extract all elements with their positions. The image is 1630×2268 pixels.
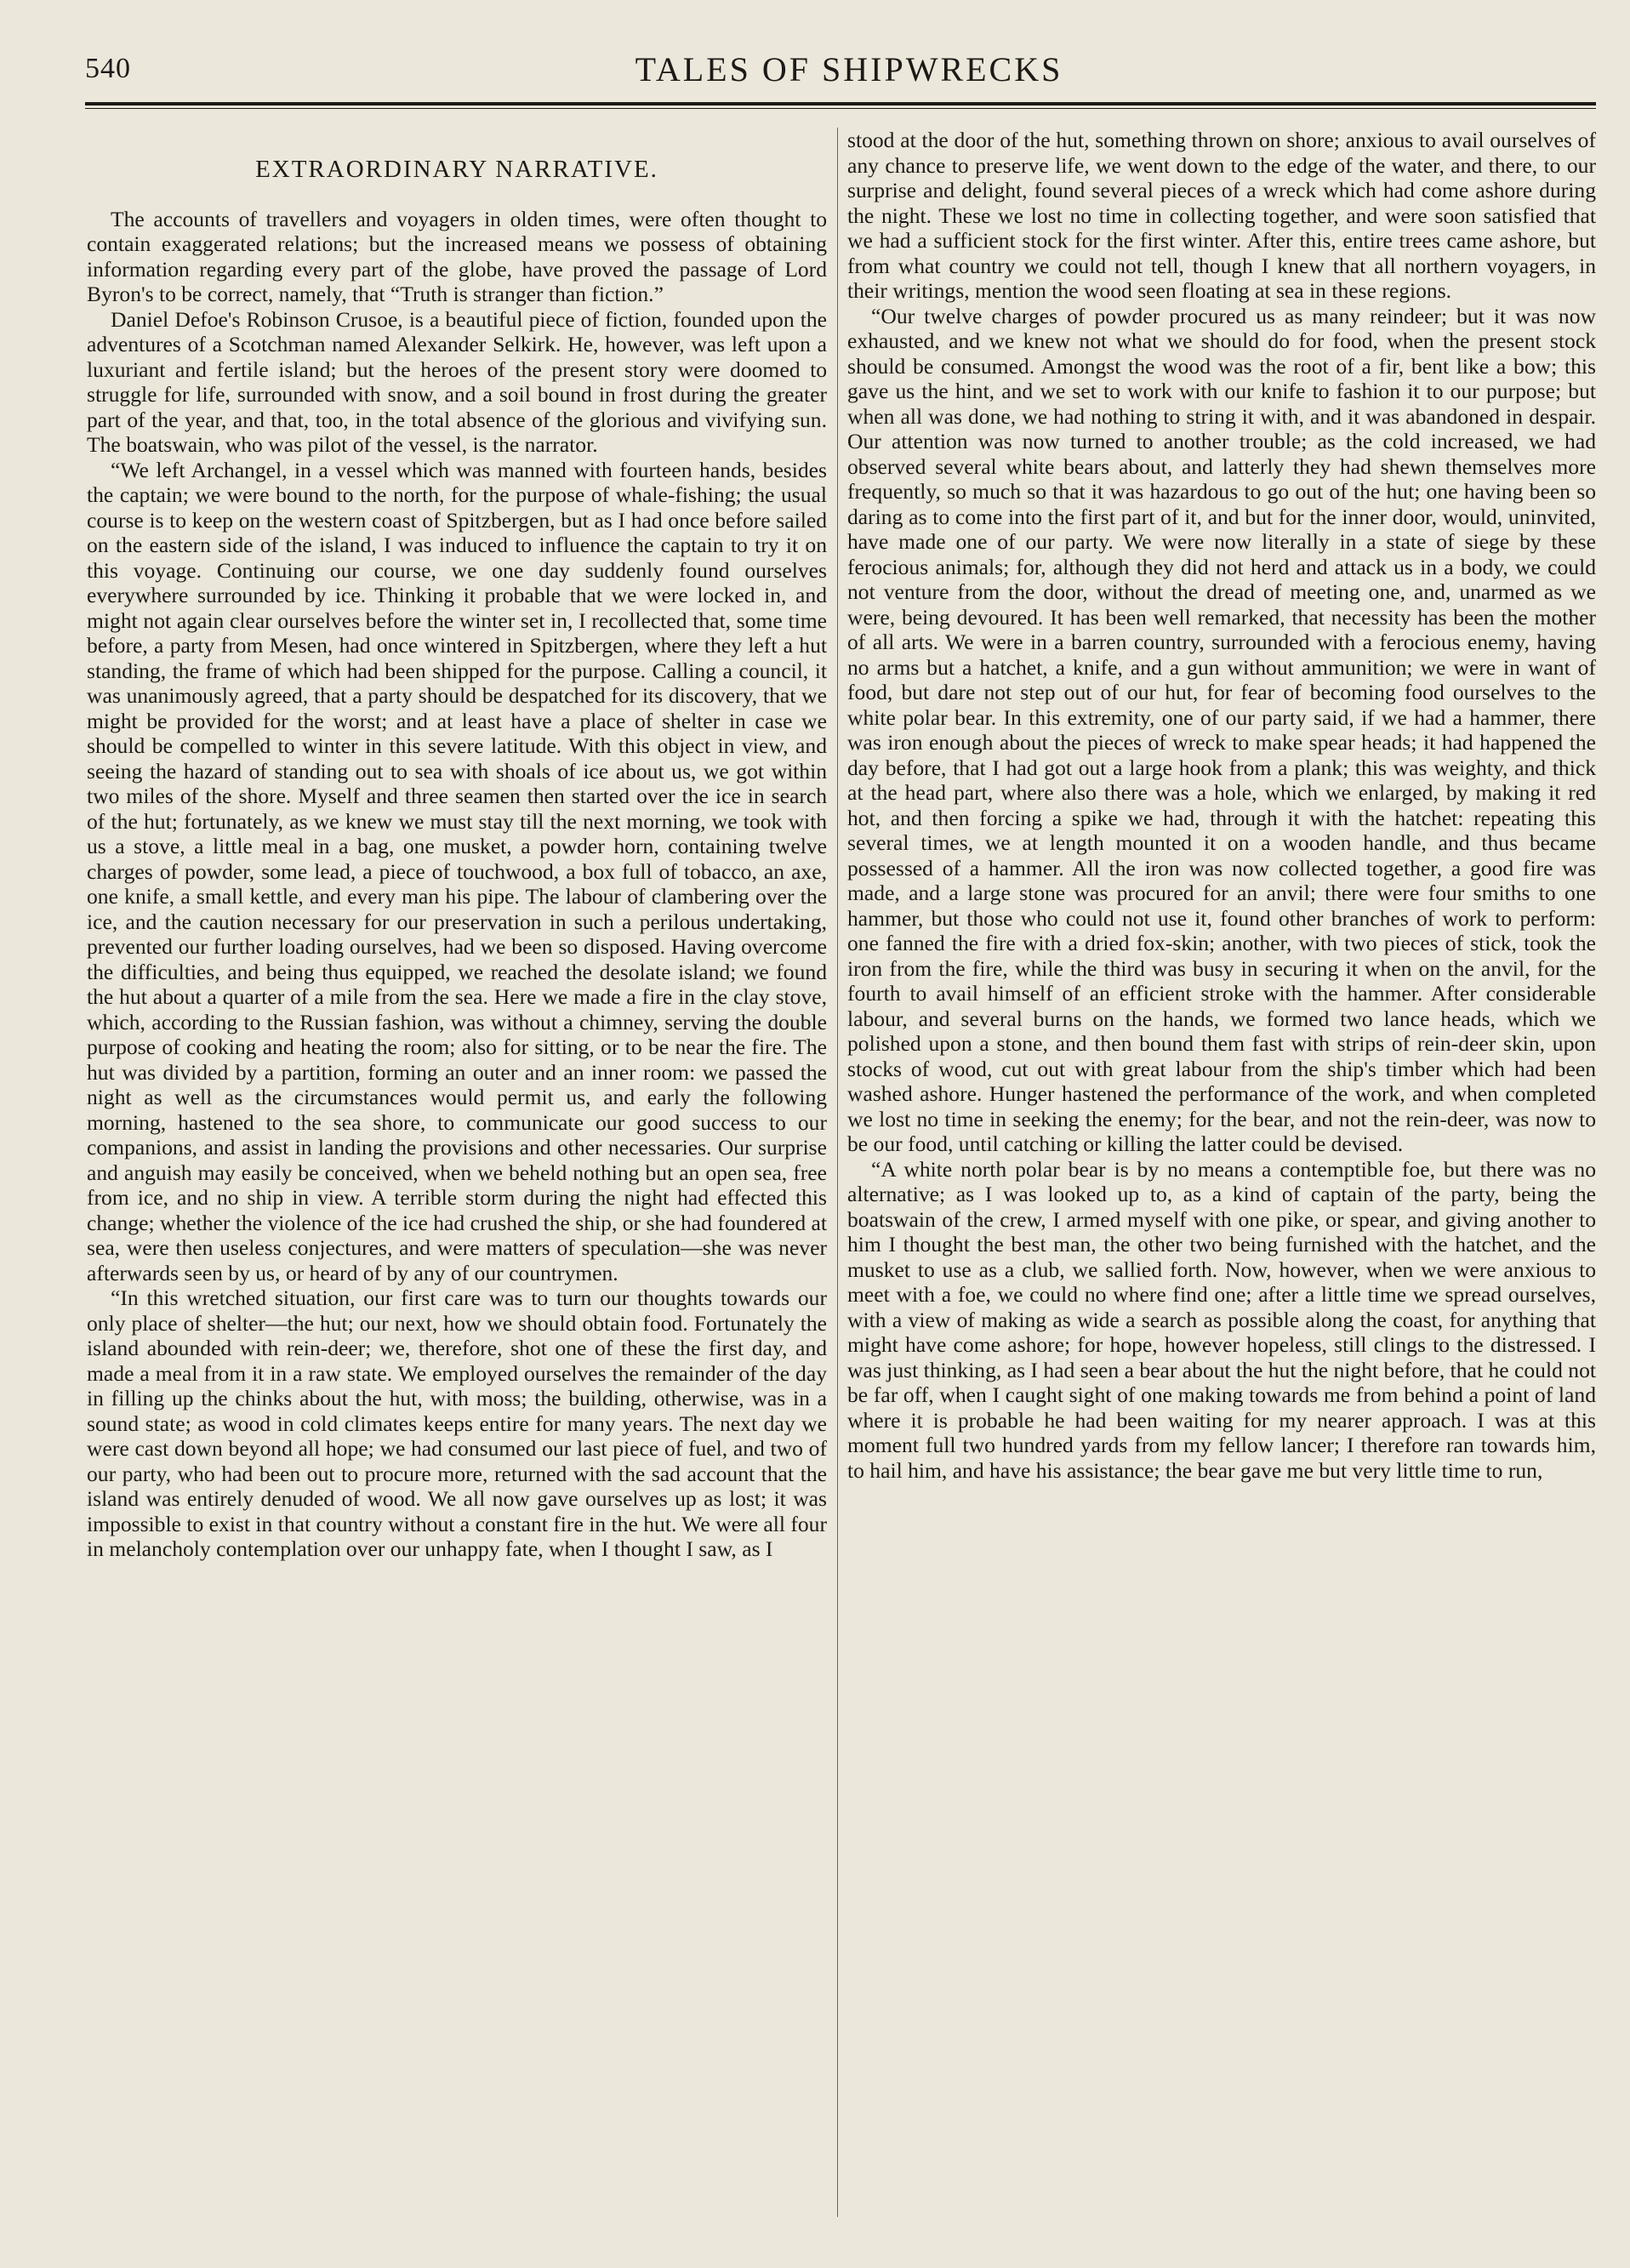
paragraph: “We left Archangel, in a vessel which was manned with fourteen hands, besides the captain; we were bound to the north, for the purpose of whale-fishing; the usual course is to keep on the western coast of Spitzbergen, but as I had once before sailed on the eastern side of the island, I was induced to influence the captain to try it on this voyage. Continuing our course, we one day suddenly found ourselves everywhere surrounded by ice. Thinking it probable that we were locked in, and might not again clear ourselves before the winter set in, I recollected that, some time before, a party from Mesen, had once wintered in Spitzbergen, where they left a hut standing, the frame of which had been shipped for the purpose. Calling a council, it was unanimously agreed, that a party should be despatched for its discovery, that we might be provided for the worst; and at least have a place of shelter in case we should be compelled to winter in this severe latitude. With this object in view, and seeing the hazard of standing out to sea with shoals of ice about us, we got within two miles of the shore. Myself and three seamen then started over the ice in search of the hut; fortunately, as we knew we must stay till the next morning, we took with us a stove, a little meal in a bag, one musket, a powder horn, containing twelve charges of powder, some lead, a piece of touchwood, a box full of tobacco, an axe, one knife, a small kettle, and every man his pipe. The labour of clambering over the ice, and the caution necessary for our preservation in such a perilous undertaking, prevented our further loading ourselves, had we been so disposed. Having overcome the difficulties, and being thus equipped, we reached the desolate island; we found the hut about a quarter of a mile from the sea. Here we made a fire in the clay stove, which, according to the Russian fashion, was without a chimney, serving the double purpose of cooking and heating the room; also for sitting, or to be near the fire. The hut was divided by a partition, forming an outer and an inner room: we passed the night as well as the circumstances would permit us, and early the following morning, hastened to the sea shore, to communicate our good success to our companions, and assist in landing the provisions and other necessaries. Our surprise and anguish may easily be conceived, when we beheld nothing but an open sea, free from ice, and no ship in view. A terrible storm during the night had effected this change; whether the violence of the ice had crushed the ship, or she had foundered at sea, were then useless conjectures, and were matters of speculation—she was never afterwards seen by us, or heard of by any of our countrymen.: [87, 457, 827, 1285]
paragraph: “In this wretched situation, our first care was to turn our thoughts towards our only place of shelter—the hut; our next, how we should obtain food. Fortunately the island abounded with rein-deer; we, therefore, shot one of these the first day, and made a meal from it in a raw state. We employed ourselves the remainder of the day in filling up the chinks about the hut, with moss; the building, otherwise, was in a sound state; as wood in cold climates keeps entire for many years. The next day we were cast down beyond all hope; we had consumed our last piece of fuel, and two of our party, who had been out to procure more, returned with the sad account that the island was entirely denuded of wood. We all now gave ourselves up as lost; it was impossible to exist in that country without a constant fire in the hut. We were all four in melancholy contemplation over our unhappy fate, when I thought I saw, as I: [87, 1285, 827, 1561]
paragraph: Daniel Defoe's Robinson Crusoe, is a beautiful piece of fiction, founded upon the adventures of a Scotchman named Alexander Selkirk. He, however, was left upon a luxuriant and fertile island; but the heroes of the present story were doomed to struggle for life, surrounded with snow, and a soil bound in frost during the greater part of the year, and that, too, in the total absence of the glorious and vivifying sun. The boatswain, who was pilot of the vessel, is the narrator.: [87, 306, 827, 457]
right-column: [847, 128, 1596, 2234]
paragraph: The accounts of travellers and voyagers in olden times, were often thought to contain exaggerated relations; but the increased means we possess of obtaining information regarding every part of the globe, have proved the passage of Lord Byron's to be correct, namely, that “Truth is stranger than fiction.”: [87, 206, 827, 306]
left-column: [87, 123, 827, 2234]
column-divider: [837, 128, 838, 2217]
running-head: TALES OF SHIPWRECKS: [635, 50, 1063, 88]
paragraph: “A white north polar bear is by no means a contemptible foe, but there was no alternative; as I was looked up to, as a kind of captain of the party, being the boatswain of the crew, I armed myself with one pike, or spear, and giving another to him I thought the best man, the other two being furnished with the hatchet, and the musket to use as a club, we sallied forth. Now, however, when we were anxious to meet with a foe, we could no where find one; after a little time we spread ourselves, with a view of making as wide a search as possible along the coast, for anything that might have come ashore; for hope, however hopeless, still clings to the distressed. I was just thinking, as I had seen a bear about the hut the night before, that he could not be far off, when I caught sight of one making towards me from behind a point of land where it is probable he had been waiting for my nearer approach. I was at this moment full two hundred yards from my fellow lancer; I therefore ran towards him, to hail him, and have his assistance; the bear gave me but very little time to run,: [847, 1156, 1596, 1483]
page-header: [85, 44, 1613, 92]
paragraph-continued: stood at the door of the hut, something thrown on shore; anxious to avail ourselves of any chance to preserve life, we went down to the edge of the water, and there, to our surprise and delight, found several pieces of a wreck which had come ashore during the night. These we lost no time in collecting together, and were soon satisfied that we had a sufficient stock for the first winter. After this, entire trees came ashore, but from what country we could not tell, though I knew that all northern voyagers, in their writings, mention the wood seen floating at sea in these regions.: [847, 128, 1596, 303]
page-number: 540: [85, 53, 131, 84]
paragraph: “Our twelve charges of powder procured us as many reindeer; but it was now exhausted, and we knew not what we should do for food, when the present stock should be consumed. Amongst the wood was the root of a fir, bent like a bow; this gave us the hint, and we set to work with our knife to fashion it to our purpose; but when all was done, we had nothing to string it with, and it was abandoned in despair. Our attention was now turned to another trouble; as the cold increased, we had observed several white bears about, and latterly they had shewn themselves more frequently, so much so that it was hazardous to go out of the hut; one having been so daring as to come into the first part of it, and but for the inner door, would, uninvited, have made one of our party. We were now literally in a state of siege by these ferocious animals; for, although they did not herd and attack us in a body, we could not venture from the door, without the dread of meeting one, and, unarmed as we were, being devoured. It has been well remarked, that necessity has been the mother of all arts. We were in a barren country, surrounded with a ferocious enemy, having no arms but a hatchet, a knife, and a gun without ammunition; we were in want of food, but dare not step out of our hut, for fear of becoming food ourselves to the white polar bear. In this extremity, one of our party said, if we had a hammer, there was iron enough about the pieces of wreck to make spear heads; it had happened the day before, that I had got out a large hook from a plank; this was weighty, and thick at the head part, where also there was a hole, which we enlarged, by making it red hot, and then forcing a spike we had, through it with the hatchet: repeating this several times, we at length mounted it on a wooden handle, and thus became possessed of a hammer. All the iron was now collected together, a good fire was made, and a large stone was procured for an anvil; there were four smiths to one hammer, but those who could not use it, found other branches of work to perform: one fanned the fire with a dried fox-skin; another, with two pieces of stick, took the iron from the fire, while the third was busy in securing it when on the anvil, for the fourth to avail himself of an efficient stroke with the hammer. After considerable labour, and several burns on the hands, we formed two lance heads, which we polished upon a stone, and then bound them fast with strips of rein-deer skin, upon stocks of wood, cut out with great labour from the ship's timber which had been washed ashore. Hunger hastened the performance of the work, and when completed we lost no time in seeking the enemy; for the bear, and not the rein-deer, was now to be our food, until catching or killing the latter could be devised.: [847, 303, 1596, 1156]
article-title: EXTRAORDINARY NARRATIVE.: [255, 156, 658, 183]
header-rule: [85, 102, 1596, 109]
